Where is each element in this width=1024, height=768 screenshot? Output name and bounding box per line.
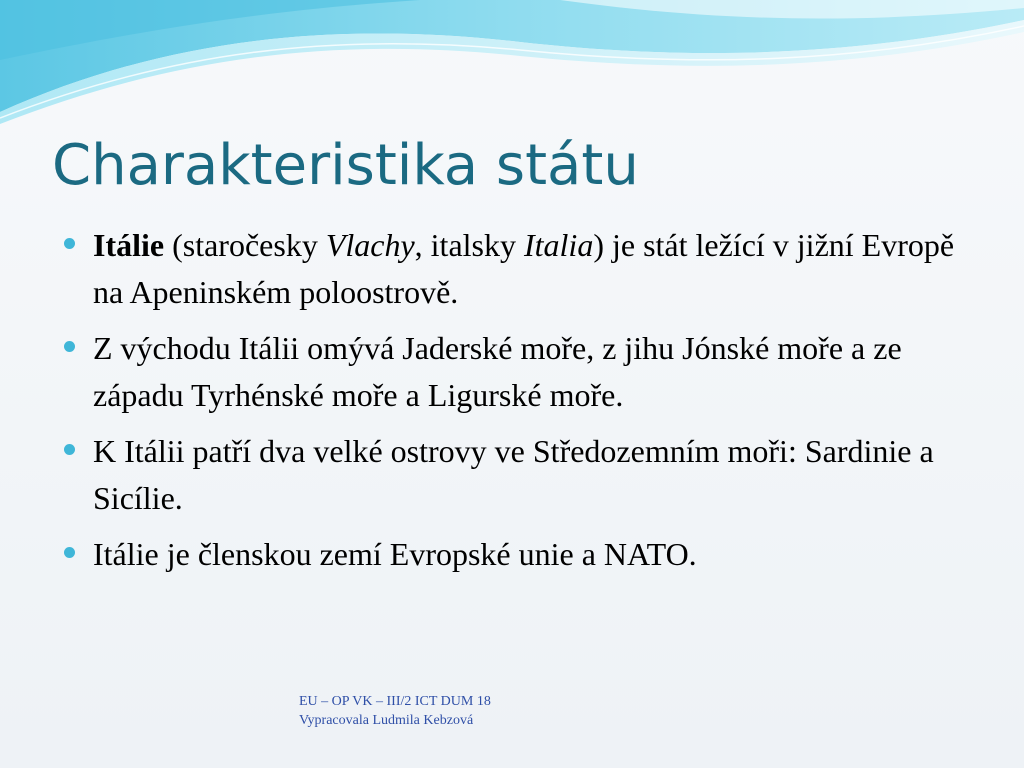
- bullet-text: Z východu Itálii omývá Jaderské moře, z jihu Jónské moře a ze západu Tyrhénské moře a Ligurské moře.: [93, 330, 902, 413]
- bullet-icon: [64, 341, 75, 352]
- bullet-text: ) je stát ležící v jižní Evropě na Apeninském poloostrově.: [93, 227, 955, 310]
- bullet-text: (staročesky: [164, 227, 326, 263]
- bullet-item: [60, 428, 960, 522]
- bullet-bold-term: Itálie: [93, 227, 165, 263]
- bullet-icon: [64, 444, 75, 455]
- bullet-item: [60, 531, 960, 578]
- bullet-icon: [64, 547, 75, 558]
- slide-title: Charakteristika státu: [52, 133, 639, 198]
- bullet-list: [60, 222, 960, 587]
- footer-project-line: EU – OP VK – III/2 ICT DUM 18: [299, 694, 491, 709]
- bullet-item: [60, 222, 960, 316]
- footer-author-line: Vypracovala Ludmila Kebzová: [299, 713, 474, 728]
- slide-footer: [299, 692, 491, 730]
- bullet-icon: [64, 238, 75, 249]
- bullet-text: Itálie je členskou zemí Evropské unie a NATO.: [93, 536, 697, 572]
- header-wave-decoration: [0, 0, 1024, 130]
- bullet-italic-term: Italia: [523, 227, 594, 263]
- bullet-item: [60, 325, 960, 419]
- bullet-italic-term: Vlachy: [325, 227, 415, 263]
- bullet-text: , italsky: [414, 227, 524, 263]
- bullet-text: K Itálii patří dva velké ostrovy ve Středozemním moři: Sardinie a Sicílie.: [93, 433, 934, 516]
